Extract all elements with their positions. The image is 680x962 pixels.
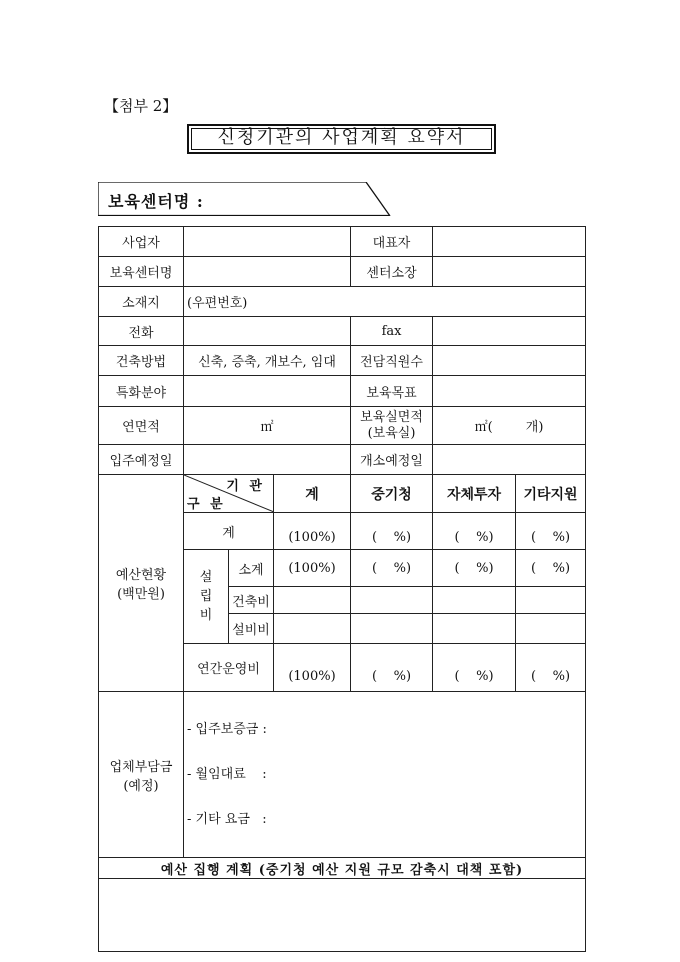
- equipment-smba[interactable]: [351, 614, 433, 644]
- total-other-pct: ( %): [516, 513, 586, 550]
- location-label: 소재지: [99, 287, 184, 317]
- representative-value[interactable]: [433, 227, 586, 257]
- building-self[interactable]: [433, 587, 516, 614]
- row-total-label: 계: [184, 513, 274, 550]
- header-org-label: 기 관: [226, 479, 265, 494]
- opening-date-value[interactable]: [433, 445, 586, 475]
- budget-status-label: 예산현황 (백만원): [99, 475, 184, 692]
- header-division-label: 구 분: [187, 497, 226, 512]
- deposit-line: - 입주보증금 :: [187, 722, 267, 737]
- construction-options[interactable]: 신축, 증축, 개보수, 임대: [184, 346, 351, 376]
- building-smba[interactable]: [351, 587, 433, 614]
- subtotal-self-pct[interactable]: ( %): [433, 550, 516, 587]
- annual-other-pct: ( %): [516, 644, 586, 692]
- total-smba-pct: ( %): [351, 513, 433, 550]
- business-plan-table: [98, 226, 586, 952]
- childcare-goal-label: 보육목표: [351, 376, 433, 407]
- company-burden-label: 업체부담금 (예정): [99, 692, 184, 858]
- dedicated-staff-value[interactable]: [433, 346, 586, 376]
- building-cost-label: 건축비: [229, 587, 274, 614]
- col-other-header: 기타지원: [516, 475, 586, 513]
- monthly-rent-line: - 월임대료 :: [187, 767, 267, 782]
- building-other[interactable]: [516, 587, 586, 614]
- budget-diagonal-header: [184, 475, 274, 513]
- move-in-date-value[interactable]: [184, 445, 351, 475]
- center-name-value[interactable]: [184, 257, 351, 287]
- business-operator-value[interactable]: [184, 227, 351, 257]
- childcare-area-value[interactable]: ㎡( 개): [433, 407, 586, 445]
- equipment-self[interactable]: [433, 614, 516, 644]
- col-smba-header: 중기청: [351, 475, 433, 513]
- center-director-value[interactable]: [433, 257, 586, 287]
- center-director-label: 센터소장: [351, 257, 433, 287]
- document-title-box: [187, 124, 496, 154]
- total-total-pct: (100%): [274, 513, 351, 550]
- dedicated-staff-label: 전담직원수: [351, 346, 433, 376]
- floor-area-label: 연면적: [99, 407, 184, 445]
- building-total[interactable]: [274, 587, 351, 614]
- execution-plan-header: 예산 집행 계획 (중기청 예산 지원 규모 감축시 대책 포함): [99, 858, 586, 879]
- subtotal-label: 소계: [229, 550, 274, 587]
- floor-area-value[interactable]: ㎡: [184, 407, 351, 445]
- opening-date-label: 개소예정일: [351, 445, 433, 475]
- specialization-label: 특화분야: [99, 376, 184, 407]
- representative-label: 대표자: [351, 227, 433, 257]
- postal-code-value[interactable]: (우편번호): [184, 287, 586, 317]
- equipment-other[interactable]: [516, 614, 586, 644]
- subtotal-total-pct: (100%): [274, 550, 351, 587]
- subtotal-smba-pct[interactable]: ( %): [351, 550, 433, 587]
- equipment-cost-label: 설비비: [229, 614, 274, 644]
- center-name-label: 보육센터명 :: [108, 192, 204, 211]
- center-name-tab: [98, 182, 398, 216]
- subtotal-other-pct[interactable]: ( %): [516, 550, 586, 587]
- execution-plan-body[interactable]: [99, 879, 586, 952]
- annual-operating-label: 연간운영비: [184, 644, 274, 692]
- col-self-header: 자체투자: [433, 475, 516, 513]
- setup-cost-label: 설 립 비: [184, 550, 229, 644]
- attachment-label: 【첨부 2】: [104, 97, 178, 115]
- fax-label: fax: [351, 317, 433, 346]
- phone-label: 전화: [99, 317, 184, 346]
- equipment-total[interactable]: [274, 614, 351, 644]
- annual-self-pct: ( %): [433, 644, 516, 692]
- col-total-header: 계: [274, 475, 351, 513]
- document-title: 신청기관의 사업계획 요약서: [217, 127, 466, 148]
- move-in-date-label: 입주예정일: [99, 445, 184, 475]
- fax-value[interactable]: [433, 317, 586, 346]
- annual-total-pct: (100%): [274, 644, 351, 692]
- construction-method-label: 건축방법: [99, 346, 184, 376]
- specialization-value[interactable]: [184, 376, 351, 407]
- company-burden-details[interactable]: [184, 692, 586, 858]
- business-operator-label: 사업자: [99, 227, 184, 257]
- childcare-goal-value[interactable]: [433, 376, 586, 407]
- other-fees-line: - 기타 요금 :: [187, 812, 267, 827]
- center-name-row-label: 보육센터명: [99, 257, 184, 287]
- phone-value[interactable]: [184, 317, 351, 346]
- annual-smba-pct: ( %): [351, 644, 433, 692]
- total-self-pct: ( %): [433, 513, 516, 550]
- childcare-area-label: 보육실면적 (보육실): [351, 407, 433, 445]
